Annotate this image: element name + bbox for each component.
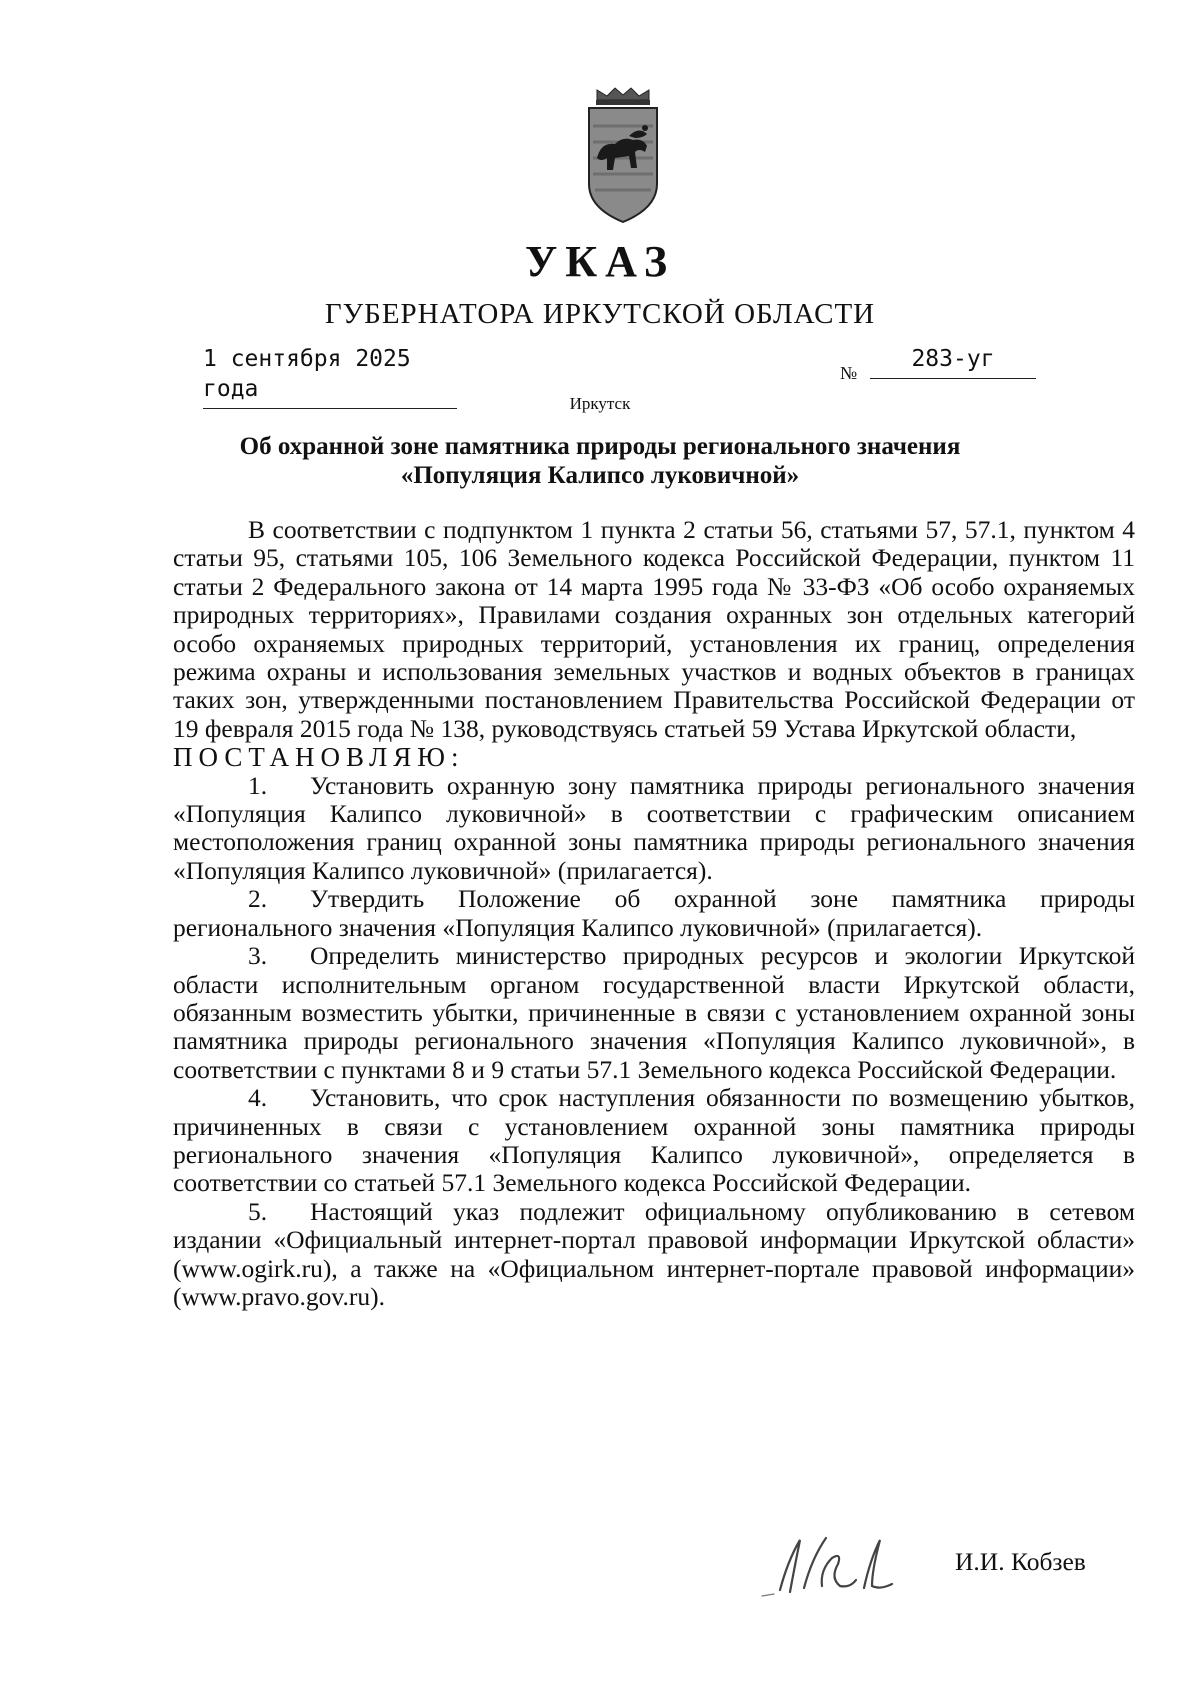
item-text: Настоящий указ подлежит официальному опубликованию в сетевом издании «Официальный интернет-портал правовой информации Иркутской области» (www.ogirk.ru), а также на «Официальном интернет-портале правовой информации» (www.pravo.gov.ru). <box>173 1196 1135 1311</box>
item-number: 2. <box>248 884 268 914</box>
city-name: Иркутск <box>569 394 631 413</box>
heading-line-2: «Популяция Калипсо луковичной» <box>400 462 800 489</box>
decree-item-3 <box>173 942 1135 1084</box>
item-text: Определить министерство природных ресурсов и экологии Иркутской области исполнительным органом государственной власти Иркутской области, обязанным возместить убытки, причиненные в связи с установлением охранной зоны памятника природы регионального значения «Популяция Калипсо луковичной», в соответствии с пунктами 8 и 9 статьи 57.1 Земельного кодекса Российской Федерации. <box>173 941 1135 1084</box>
document-subtitle: ГУБЕРНАТОРА ИРКУТСКОЙ ОБЛАСТИ <box>324 298 876 330</box>
item-number: 3. <box>248 941 268 971</box>
decree-number: 283-уг <box>870 344 1036 379</box>
item-text: Установить, что срок наступления обязанности по возмещению убытков, причиненных в связи с установлением охранной зоны памятника природы регионального значения «Популяция Калипсо луковичной», определяется в соответствии со статьей 57.1 Земельного кодекса Российской Федерации. <box>173 1083 1135 1198</box>
heading-line-1: Об охранной зоне памятника природы регионального значения <box>239 433 961 460</box>
signature-image <box>760 1530 920 1600</box>
signer-name: И.И. Кобзев <box>955 1547 1086 1576</box>
decree-item-2 <box>173 885 1135 942</box>
item-text: Утвердить Положение об охранной зоне памятника природы регионального значения «Популяция Калипсо луковичной» (прилагается). <box>173 884 1135 942</box>
decree-date: 1 сентября 2025 года <box>203 344 457 409</box>
decree-body <box>173 516 1135 1311</box>
item-text: Установить охранную зону памятника природы регионального значения «Популяция Калипсо луковичной» в соответствии с графическим описанием местоположения границ охранной зоны памятника природы регионального значения «Популяция Калипсо луковичной» (прилагается). <box>173 770 1135 885</box>
document-title: УКАЗ <box>524 237 676 286</box>
coat-of-arms-icon <box>583 86 663 226</box>
preamble-paragraph: В соответствии с подпунктом 1 пункта 2 статьи 56, статьями 57, 57.1, пунктом 4 статьи 95, статьями 105, 106 Земельного кодекса Российской Федерации, пунктом 11 статьи 2 Федерального закона от 14 марта 1995 года № 33-ФЗ «Об особо охраняемых природных территориях», Правилами создания охранных зон отдельных категорий особо охраняемых природных территорий, установления их границ, определения режима охраны и использования земельных участков и водных объектов в границах таких зон, утвержденными постановлением Правительства Российской Федерации от 19 февраля 2015 года № 138, руководствуясь статьей 59 Устава Иркутской области, <box>173 515 1135 743</box>
decree-item-5 <box>173 1198 1135 1312</box>
number-label: № <box>840 363 858 383</box>
item-number: 5. <box>248 1196 268 1226</box>
decree-word: ПОСТАНОВЛЯЮ: <box>173 742 465 773</box>
decree-item-1 <box>173 772 1135 886</box>
item-number: 1. <box>248 770 268 800</box>
item-number: 4. <box>248 1083 268 1113</box>
decree-heading <box>150 432 1050 490</box>
decree-item-4 <box>173 1084 1135 1198</box>
